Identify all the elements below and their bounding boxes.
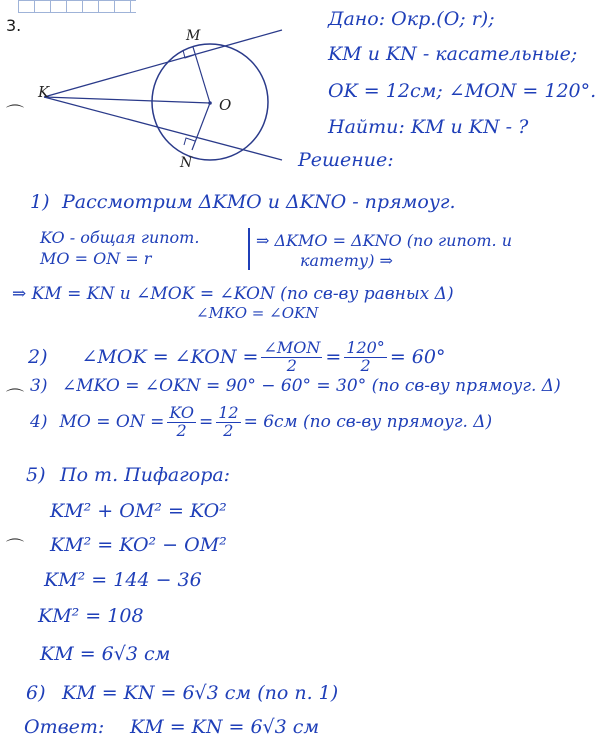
label-n: N bbox=[180, 155, 193, 170]
tangent-line-km bbox=[44, 30, 282, 97]
answer-text: KM = KN = 6√3 см bbox=[130, 716, 320, 738]
problem-number: 3. bbox=[6, 16, 22, 35]
center-point bbox=[208, 101, 212, 105]
step2-frac1-bot: 2 bbox=[286, 355, 297, 375]
step4-frac2-top: 12 bbox=[218, 403, 239, 422]
step4-line bbox=[30, 405, 492, 440]
step2-frac2-bot: 2 bbox=[360, 355, 371, 375]
step1-conclusion: ⇒ KM = KN и ∠MOK = ∠KON (по св-ву равных Δ) bbox=[12, 284, 454, 304]
step4-frac1-top: KO bbox=[169, 403, 194, 422]
given-line-3: OK = 12см; ∠MON = 120°. bbox=[328, 80, 597, 102]
step5-text: По т. Пифагора: bbox=[60, 464, 231, 486]
right-angle-m bbox=[183, 50, 194, 58]
step4-frac2 bbox=[216, 405, 240, 440]
answer-label: Ответ: bbox=[24, 716, 105, 738]
step2-frac2-top: 120° bbox=[346, 338, 385, 357]
step1-left-line1: KO - общая гипот. bbox=[40, 228, 200, 247]
radius-om bbox=[193, 47, 210, 103]
step1-conclusion-b: ∠MKO = ∠OKN bbox=[196, 304, 319, 322]
step5-eq5: KM = 6√3 см bbox=[40, 643, 171, 665]
geometry-figure bbox=[0, 0, 290, 170]
segment-ko bbox=[44, 97, 210, 103]
step3-label: 3) bbox=[30, 376, 48, 396]
step4-frac1 bbox=[167, 405, 196, 440]
step3-text: ∠MKO = ∠OKN = 90° − 60° = 30° (по св-ву прямоуг. Δ) bbox=[62, 376, 561, 396]
step1-right-line2: катету) ⇒ bbox=[300, 251, 393, 270]
step4-frac1-bot: 2 bbox=[176, 420, 187, 440]
step2-result: = 60° bbox=[389, 345, 446, 368]
given-line-1: Дано: Окр.(O; r); bbox=[328, 8, 495, 30]
step5-eq1: KM² + OM² = KO² bbox=[50, 500, 227, 522]
tangent-line-kn bbox=[44, 97, 282, 160]
step6-text: KM = KN = 6√3 см (по п. 1) bbox=[62, 682, 339, 704]
margin-mark: ⌒ bbox=[6, 538, 24, 559]
label-o: O bbox=[219, 96, 232, 114]
solution-heading: Решение: bbox=[298, 149, 394, 171]
step5-eq4: KM² = 108 bbox=[38, 605, 144, 627]
step2-label: 2) bbox=[28, 345, 48, 368]
step2-frac2 bbox=[344, 340, 387, 375]
label-m: M bbox=[186, 28, 201, 44]
step2-frac1 bbox=[261, 340, 322, 375]
margin-mark: ⌒ bbox=[6, 104, 24, 125]
step4-frac2-bot: 2 bbox=[223, 420, 234, 440]
brace-divider bbox=[248, 228, 250, 270]
step2-eq: = bbox=[325, 345, 342, 368]
given-line-2: KM и KN - касательные; bbox=[328, 43, 578, 65]
step5-eq2: KM² = KO² − OM² bbox=[50, 534, 227, 556]
step1-right-line1: ⇒ ΔKMO = ΔKNO (по гипот. и bbox=[256, 231, 513, 250]
label-k: K bbox=[38, 83, 50, 101]
step6-label: 6) bbox=[26, 682, 46, 704]
step4-result: = 6см (по св-ву прямоуг. Δ) bbox=[243, 411, 493, 432]
step2-frac1-top: ∠MON bbox=[263, 338, 321, 357]
step5-eq3: KM² = 144 − 36 bbox=[44, 569, 202, 591]
step4-eq: = bbox=[198, 411, 214, 432]
step1-label: 1) bbox=[30, 191, 50, 213]
radius-on bbox=[192, 103, 210, 150]
given-line-4: Найти: KM и KN - ? bbox=[328, 116, 529, 138]
step2-left: ∠MOK = ∠KON = bbox=[81, 345, 259, 368]
step4-label: 4) bbox=[30, 411, 48, 432]
step2-line bbox=[28, 340, 445, 375]
step5-label: 5) bbox=[26, 464, 46, 486]
step1-text: Рассмотрим ΔKMO и ΔKNO - прямоуг. bbox=[62, 191, 456, 213]
step1-left-line2: MO = ON = r bbox=[40, 249, 152, 268]
step4-left: MO = ON = bbox=[59, 411, 165, 432]
margin-mark: ⌒ bbox=[6, 388, 24, 409]
right-angle-n bbox=[184, 138, 195, 145]
